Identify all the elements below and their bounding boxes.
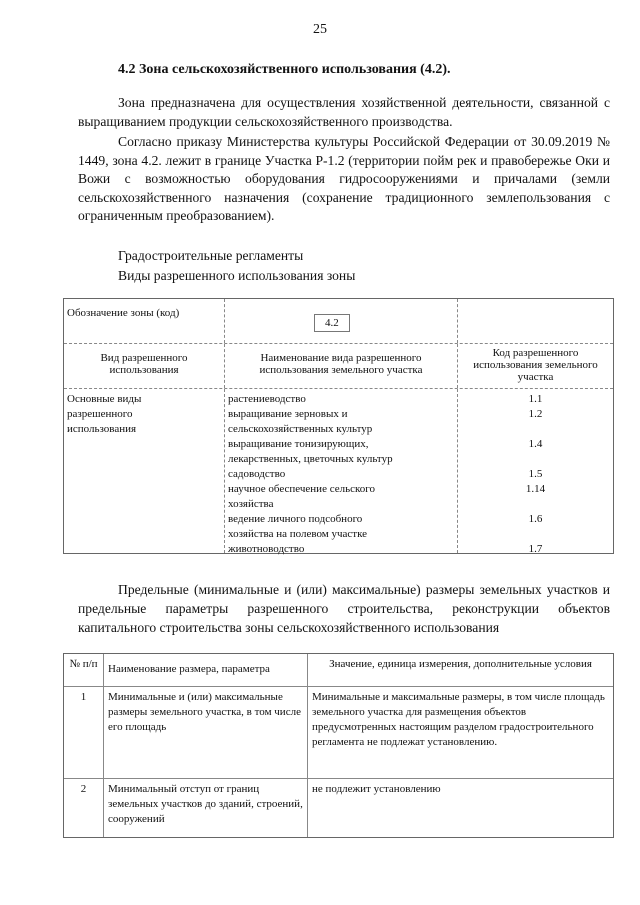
- paragraph-order: Согласно приказу Министерства культуры Российской Федерации от 30.09.2019 № 1449, зона 4.2. лежит в границе Участка Р-1.2 (территории пойм рек и правобережье Оки и Вожи с возможностью оборудования гидросооружениями и причалами (земли сельскохозяйственного назначения (сохранение традиционного землепользования с ограниченным преобразованием).: [78, 134, 610, 223]
- use-name: садоводство: [228, 468, 286, 480]
- header-parameter: Наименование размера, параметра: [104, 654, 308, 686]
- main-uses-row: [64, 389, 613, 553]
- use-code: 1.14: [525, 483, 546, 495]
- use-code: 1.7: [528, 543, 543, 555]
- table-row: [64, 687, 613, 779]
- use-code: 1.2: [528, 408, 543, 420]
- use-name: научное обеспечение сельского: [228, 483, 376, 495]
- row-parameter: Минимальные и (или) максимальные размеры земельного участка, в том числе его площадь: [104, 687, 308, 778]
- permitted-use-table: [63, 298, 614, 554]
- header-use-code: Код разрешенного использования земельного участка: [473, 347, 598, 383]
- header-row: [64, 344, 613, 389]
- header-number: № п/п: [64, 654, 104, 686]
- category-cell: Основные виды разрешенного использования: [64, 389, 225, 553]
- zone-code-cell: [225, 299, 458, 343]
- header-use-type: Вид разрешенного использования: [64, 344, 225, 388]
- use-name: выращивание зерновых и: [228, 408, 348, 420]
- limits-table: [63, 653, 614, 838]
- zone-code: 4.2: [314, 314, 350, 332]
- row-value: не подлежит установлению: [312, 783, 441, 795]
- zone-empty-cell: [458, 299, 613, 343]
- use-name-continued: лекарственных, цветочных культур: [228, 453, 393, 465]
- use-codes-cell: [458, 389, 613, 553]
- page-number: 25: [313, 22, 327, 37]
- table-row: [64, 779, 613, 837]
- paragraph-purpose: Зона предназначена для осуществления хозяйственной деятельности, связанной с выращиванием продукции сельскохозяйственного производства.: [78, 95, 610, 129]
- zone-code-row: [64, 299, 613, 344]
- use-name: животноводство: [228, 543, 305, 555]
- zone-label-cell: Обозначение зоны (код): [64, 299, 225, 343]
- use-name-continued: сельскохозяйственных культур: [228, 423, 373, 435]
- limits-header-row: [64, 654, 613, 687]
- use-code: 1.5: [528, 468, 543, 480]
- use-name: ведение личного подсобного: [228, 513, 363, 525]
- use-code: 1.4: [528, 438, 543, 450]
- row-number: 1: [64, 687, 104, 778]
- row-value: Минимальные и максимальные размеры, в том числе площадь земельного участка для размещения объектов предусмотренных настоящим разделом градостроительного регламента не подлежат установлению.: [312, 691, 605, 748]
- row-parameter: Минимальный отступ от границ земельных участков до зданий, строений, сооружений: [104, 779, 308, 837]
- row-number: 2: [64, 779, 104, 837]
- use-name-continued: хозяйства на полевом участке: [228, 528, 368, 540]
- use-code: 1.6: [528, 513, 543, 525]
- use-name: растениеводство: [228, 393, 306, 405]
- paragraph-limits: Предельные (минимальные и (или) максимальные) размеры земельных участков и предельные параметры разрешенного строительства, реконструкции объектов капитального строительства зоны сельскохозяйственного использования: [78, 582, 610, 635]
- use-name-continued: хозяйства: [228, 498, 274, 510]
- use-name: выращивание тонизирующих,: [228, 438, 369, 450]
- subheading-regulations: Градостроительные регламенты: [118, 248, 304, 263]
- header-value: Значение, единица измерения, дополнительные условия: [329, 658, 592, 670]
- use-code: 1.1: [528, 393, 543, 405]
- header-use-name: Наименование вида разрешенного использования земельного участка: [225, 344, 458, 388]
- use-names-cell: [225, 389, 458, 553]
- subheading-permitted-uses: Виды разрешенного использования зоны: [118, 268, 356, 283]
- section-title: 4.2 Зона сельскохозяйственного использования (4.2).: [118, 62, 451, 77]
